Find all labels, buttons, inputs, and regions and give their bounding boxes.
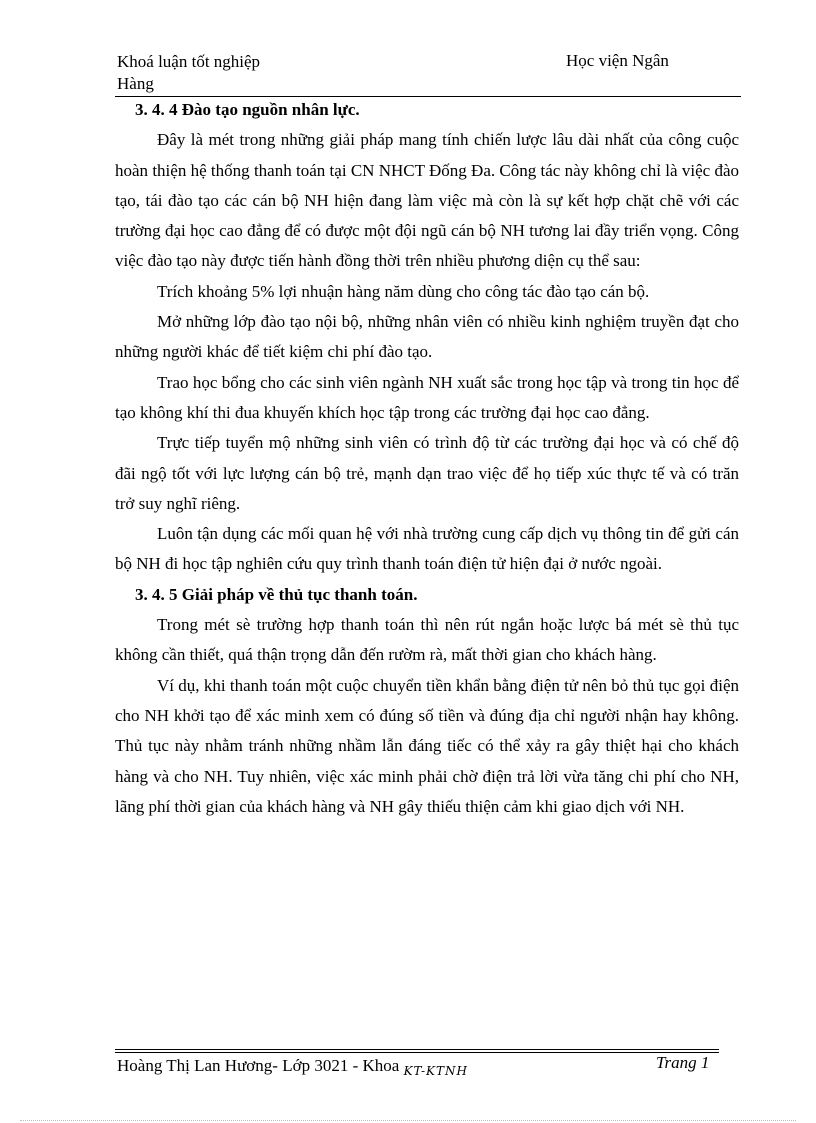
page-number: Trang 1 [656,1053,710,1072]
paragraph: Trực tiếp tuyển mộ những sinh viên có trình độ từ các trường đại học và có chế độ đãi ngộ tốt với lực lượng cán bộ trẻ, mạnh dạn trao việc để họ tiếp xúc thực tế và có trăn trở suy nghĩ riêng. [115,433,739,513]
header-left-line1: Khoá luận tốt nghiệp [117,52,261,71]
footer-author [117,1056,468,1076]
footer-rule [115,1049,719,1050]
document-body [115,95,739,822]
paragraph: Đây là mét trong những giải pháp mang tính chiến lược lâu dài nhất của công cuộc hoàn thiện hệ thống thanh toán tại CN NHCT Đống Đa. Công tác này không chỉ là việc đào tạo, tái đào tạo các cán bộ NH hiện đang làm việc mà còn là sự kết hợp chặt chẽ với các trường đại học cao đẳng để có được một đội ngũ cán bộ NH tương lai đầy triển vọng. Công việc đào tạo này được tiến hành đồng thời trên nhiều phương diện cụ thể sau: [115,130,739,271]
section-heading-344: 3. 4. 4 Đào tạo nguồn nhân lực. [135,100,360,119]
paragraph: Luôn tận dụng các mối quan hệ với nhà trường cung cấp dịch vụ thông tin để gửi cán bộ NH đi học tập nghiên cứu quy trình thanh toán điện tử hiện đại ở nước ngoài. [115,524,739,574]
page-edge-dots [20,1120,796,1121]
paragraph: Ví dụ, khi thanh toán một cuộc chuyển tiền khẩn bằng điện tử nên bỏ thủ tục gọi điện cho NH khởi tạo để xác minh xem có đúng số tiền và đúng địa chỉ người nhận hay không. Thủ tục này nhằm tránh những nhầm lẫn đáng tiếc có thể xảy ra gây thiệt hại cho khách hàng và cho NH. Tuy nhiên, việc xác minh phải chờ điện trả lời vừa tăng chi phí cho NH, lãng phí thời gian của khách hàng và NH gây thiếu thiện cảm khi giao dịch với NH. [115,675,739,816]
footer-rule-double [115,1052,719,1053]
header-left-line2: Hàng [117,74,154,93]
header-left [117,51,260,95]
paragraph: Mở những lớp đào tạo nội bộ, những nhân viên có nhiều kinh nghiệm truyền đạt cho những người khác để tiết kiệm chi phí đào tạo. [115,312,739,362]
paragraph: Trong mét sè trường hợp thanh toán thì nên rút ngắn hoặc lược bá mét sè thủ tục không cần thiết, quá thận trọng dẫn đến rườm rà, mất thời gian cho khách hàng. [115,615,739,665]
footer-author-text: Hoàng Thị Lan Hương- Lớp 3021 - Khoa [117,1056,400,1075]
paragraph: Trích khoảng 5% lợi nhuận hàng năm dùng cho công tác đào tạo cán bộ. [157,281,650,301]
header-right: Học viện Ngân [566,51,669,70]
section-heading-345: 3. 4. 5 Giải pháp về thủ tục thanh toán. [135,584,418,604]
paragraph: Trao học bổng cho các sinh viên ngành NH xuất sắc trong học tập và trong tin học để tạo không khí thi đua khuyến khích học tập trong các trường đại học cao đẳng. [115,372,739,422]
footer-dept: KT-KTNH [403,1064,468,1078]
